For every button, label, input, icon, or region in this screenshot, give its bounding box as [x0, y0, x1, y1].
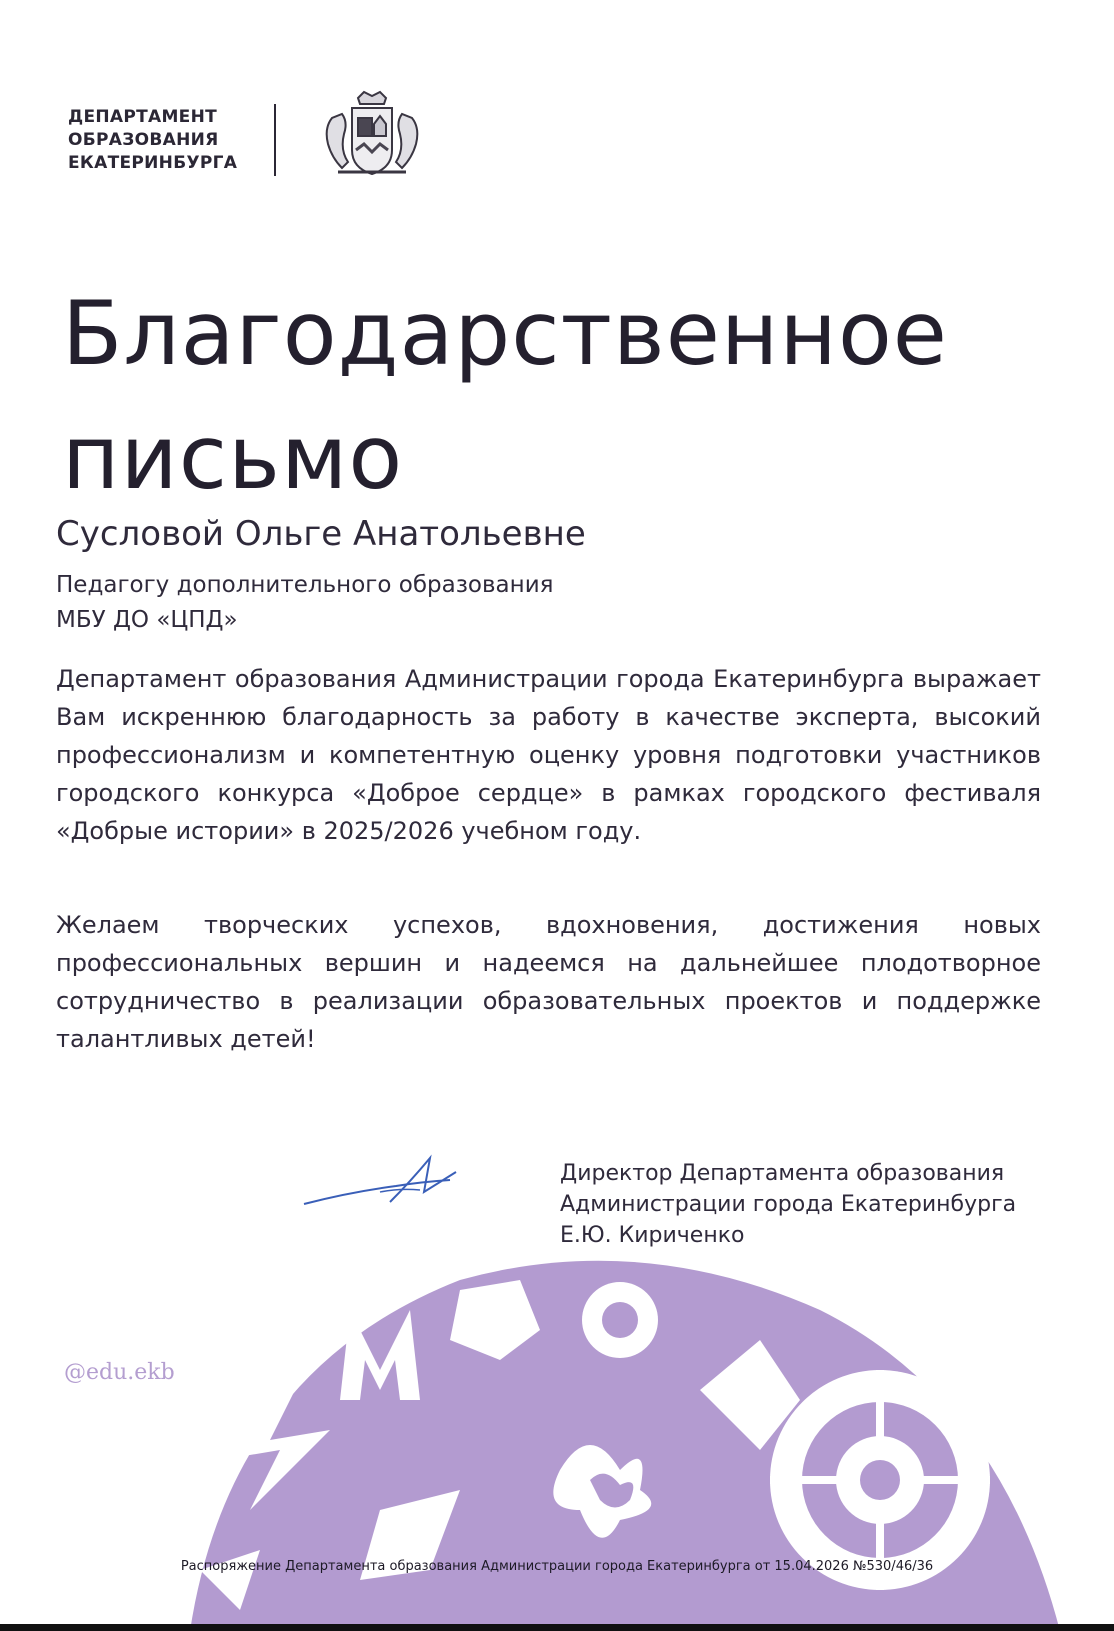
title-line: письмо [62, 406, 404, 509]
body-paragraph-wishes: Желаем творческих успехов, вдохновения, достижения новых профессиональных вершин и надеемся на дальнейшее плодотворное сотрудничество в реализации образовательных проектов и поддержке талантливых детей! [56, 911, 1041, 1053]
department-name [68, 106, 237, 175]
title-line: Благодарственное [62, 282, 948, 385]
organization-line: МБУ ДО «ЦПД» [56, 607, 238, 633]
department-line: ДЕПАРТАМЕНТ [68, 107, 218, 127]
header-divider [274, 104, 276, 176]
document-title [62, 272, 948, 520]
bottom-edge [0, 1624, 1114, 1631]
recipient-name: Сусловой Ольге Анатольевне [56, 514, 586, 554]
signer-title-line: Администрации города Екатеринбурга [560, 1192, 1017, 1217]
body-paragraph-gratitude: Департамент образования Администрации города Екатеринбурга выражает Вам искреннюю благодарность за работу в качестве эксперта, высокий профессионализм и компетентную оценку уровня подготовки участников городского конкурса «Доброе сердце» в рамках городского фестиваля «Добрые истории» в 2025/2026 учебном году. [56, 665, 1041, 845]
signer-block [560, 1158, 1016, 1251]
recipient-position [56, 568, 553, 638]
social-handle: @edu.ekb [64, 1360, 175, 1385]
signature-mark [300, 1152, 475, 1214]
signer-title-line: Директор Департамента образования [560, 1161, 1005, 1186]
department-line: ОБРАЗОВАНИЯ [68, 130, 219, 150]
signer-name: Е.Ю. Кириченко [560, 1223, 745, 1248]
coat-of-arms-icon [318, 88, 426, 180]
position-line: Педагогу дополнительного образования [56, 572, 554, 598]
footer-order-reference: Распоряжение Департамента образования Администрации города Екатеринбурга от 15.04.2026 №530/46/36 [180, 1559, 934, 1574]
department-line: ЕКАТЕРИНБУРГА [68, 153, 238, 173]
